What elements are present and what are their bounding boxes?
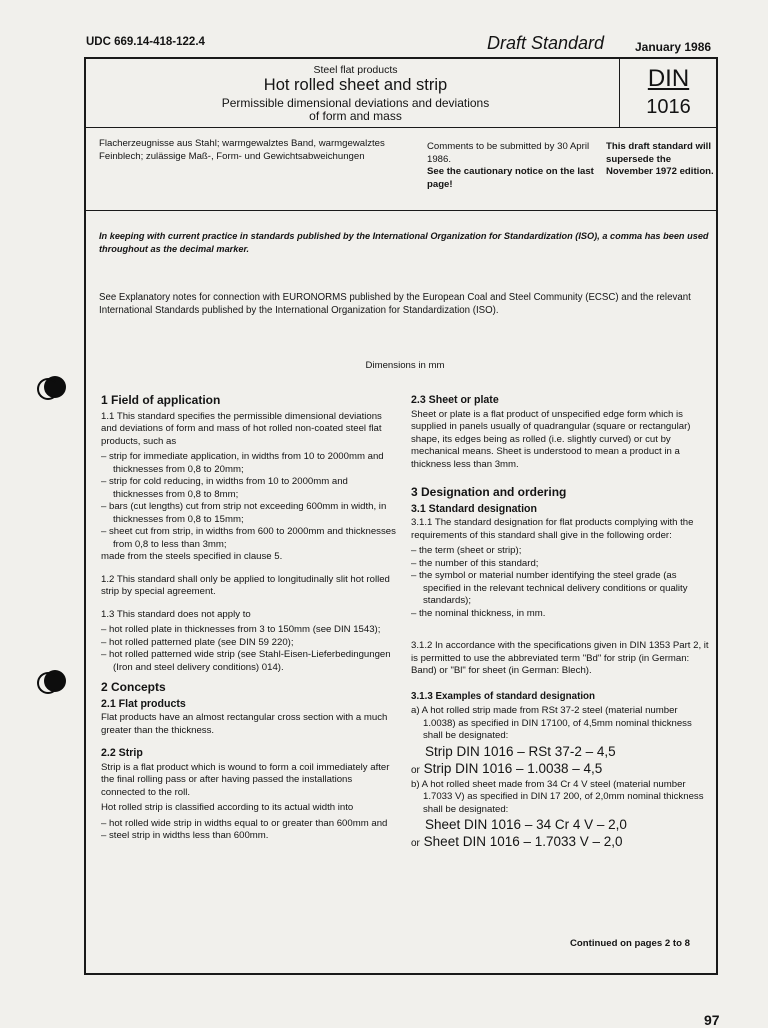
supertitle: Steel flat products (313, 64, 398, 76)
list-item: – strip for cold reducing, in widths from 10 to 2000mm and thicknesses from 0,8 to 8mm; (101, 476, 348, 500)
list-item: – hot rolled plate in thicknesses from 3 to 150mm (see DIN 1543); (101, 624, 381, 635)
iso-decimal-note: In keeping with current practice in standards published by the International Organization for Standardization (ISO), a comma has been used throughout as the decimal marker. (99, 231, 709, 254)
main-title: Hot rolled sheet and strip (263, 76, 448, 94)
list-item: – hot rolled wide strip in widths equal to or greater than 600mm and (101, 817, 388, 829)
clause-3-1-3-heading: 3.1.3 Examples of standard designation (411, 690, 596, 702)
clause-2-2-text-b: Hot rolled strip is classified according to its actual width into (101, 802, 354, 813)
list-item: – the symbol or material number identifying the steel grade (as specified in the relevant technical delivery conditions or quality standards); (411, 570, 688, 606)
list-item: – the number of this standard; (411, 557, 539, 569)
made-from-text: made from the steels specified in clause 5. (101, 551, 283, 562)
comments-notice (427, 141, 597, 191)
clause-2-3-text: Sheet or plate is a flat product of unspecified edge form which is supplied in panels usually of quadrangular (square or rectangular) shape, its edges being as rolled (i.e. slightly curved) or cut by mechanical means. Sheet is understood to mean a product in a thickness less than 3mm. (411, 408, 691, 470)
din-number: 1016 (646, 96, 691, 118)
cautionary-notice: See the cautionary notice on the last page! (427, 166, 594, 190)
dimensions-note: Dimensions in mm (365, 360, 445, 371)
comments-deadline: Comments to be submitted by 30 April 1986. (427, 141, 590, 165)
subtitle-line-2: of form and mass (309, 109, 402, 123)
or-label: or (411, 764, 420, 776)
designation-a-1: Strip DIN 1016 – RSt 37-2 – 4,5 (425, 743, 616, 759)
din-box (620, 58, 717, 128)
german-title: Flacherzeugnisse aus Stahl; warmgewalztes Band, warmgewalztes Feinblech; zulässige Maß-, Form- und Gewichtsabweichungen (99, 138, 385, 162)
list-item: – steel strip in widths less than 600mm. (101, 830, 269, 841)
list-item: – strip for immediate application, in widths from 10 to 2000mm and thicknesses from 0,8 to 20mm; (101, 451, 384, 475)
list-item: – the term (sheet or strip); (411, 545, 522, 556)
section-1-heading: 1 Field of application (101, 393, 221, 407)
din-label: DIN (647, 65, 690, 92)
list-item: – bars (cut lengths) cut from strip not exceeding 600mm in width, in thicknesses from 0,8 to 15mm; (101, 501, 387, 525)
section-3-heading: 3 Designation and ordering (411, 485, 567, 499)
designation-b-2: Sheet DIN 1016 – 1.7033 V – 2,0 (423, 834, 623, 849)
supersede-notice: This draft standard will supersede the November 1972 edition. (606, 141, 714, 178)
clause-1-1: 1.1 This standard specifies the permissible dimensional deviations and deviations of form and mass of hot rolled non-coated steel flat products, such as (101, 410, 382, 447)
page-number: 97 (704, 1012, 720, 1028)
list-item: – hot rolled patterned wide strip (see Stahl-Eisen-Lieferbedingungen (Iron and steel delivery conditions) 014). (101, 649, 391, 673)
list-item: – sheet cut from strip, in widths from 600 to 2000mm and thicknesses from 0,8 to less than 3mm; (101, 526, 396, 550)
clause-1-3: 1.3 This standard does not apply to (101, 608, 251, 620)
designation-b-2-row (411, 834, 709, 852)
or-label: or (411, 838, 420, 849)
designation-b-1: Sheet DIN 1016 – 34 Cr 4 V – 2,0 (425, 817, 627, 832)
example-a: a) A hot rolled strip made from RSt 37-2 steel (material number 1.0038) as specified in DIN 17100, of 4,5mm nominal thickness shall be designated: (411, 705, 692, 741)
example-b: b) A hot rolled sheet made from 34 Cr 4 V steel (material number 1.7033 V) as specified in DIN 17 200, of 2,0mm nominal thickness shall be designated: (411, 778, 704, 815)
header-bottom-rule (84, 210, 718, 211)
clause-3-1-1: 3.1.1 The standard designation for flat products complying with the requirements of this standard shall give in the following order: (411, 517, 694, 541)
punch-hole-top (44, 376, 66, 398)
left-column (101, 394, 399, 843)
list-item: – hot rolled patterned plate (see DIN 59 220); (101, 636, 294, 648)
clause-2-2-heading: 2.2 Strip (101, 747, 143, 759)
right-column (411, 394, 709, 852)
clause-1-2: 1.2 This standard shall only be applied to longitudinally slit hot rolled strip by special agreement. (101, 573, 390, 597)
designation-a-2-row (411, 761, 709, 779)
udc-code: UDC 669.14-418-122.4 (86, 36, 205, 48)
euronorm-note: See Explanatory notes for connection with EURONORMS published by the European Coal and Steel Community (ECSC) and the relevant International Standards published by the International Organization for Standardization (ISO). (99, 292, 691, 316)
continued-note: Continued on pages 2 to 8 (570, 938, 690, 949)
designation-a-2: Strip DIN 1016 – 1.0038 – 4,5 (423, 760, 603, 776)
clause-2-3-heading: 2.3 Sheet or plate (411, 394, 499, 406)
subtitle-line-1: Permissible dimensional deviations and deviations (221, 96, 490, 110)
draft-standard-title: Draft Standard (487, 33, 605, 53)
subtitle (92, 97, 619, 123)
list-item: – the nominal thickness, in mm. (411, 607, 546, 619)
clause-2-2-text-a: Strip is a flat product which is wound to form a coil immediately after the final rolling pass or after having passed the installations connected to the roll. (101, 761, 390, 798)
draft-date: January 1986 (635, 40, 712, 54)
clause-2-1-text: Flat products have an almost rectangular cross section with a much greater than the thickness. (101, 712, 388, 736)
clause-3-1-2: 3.1.2 In accordance with the specifications given in DIN 1353 Part 2, it is permitted to use the abbreviated term "Bd" for strip (in German: Band) or "Bl" for sheet (in German: Blech). (411, 640, 709, 676)
clause-3-1-heading: 3.1 Standard designation (411, 502, 537, 515)
punch-hole-bottom (44, 670, 66, 692)
section-2-heading: 2 Concepts (101, 680, 166, 694)
clause-2-1-heading: 2.1 Flat products (101, 697, 186, 710)
